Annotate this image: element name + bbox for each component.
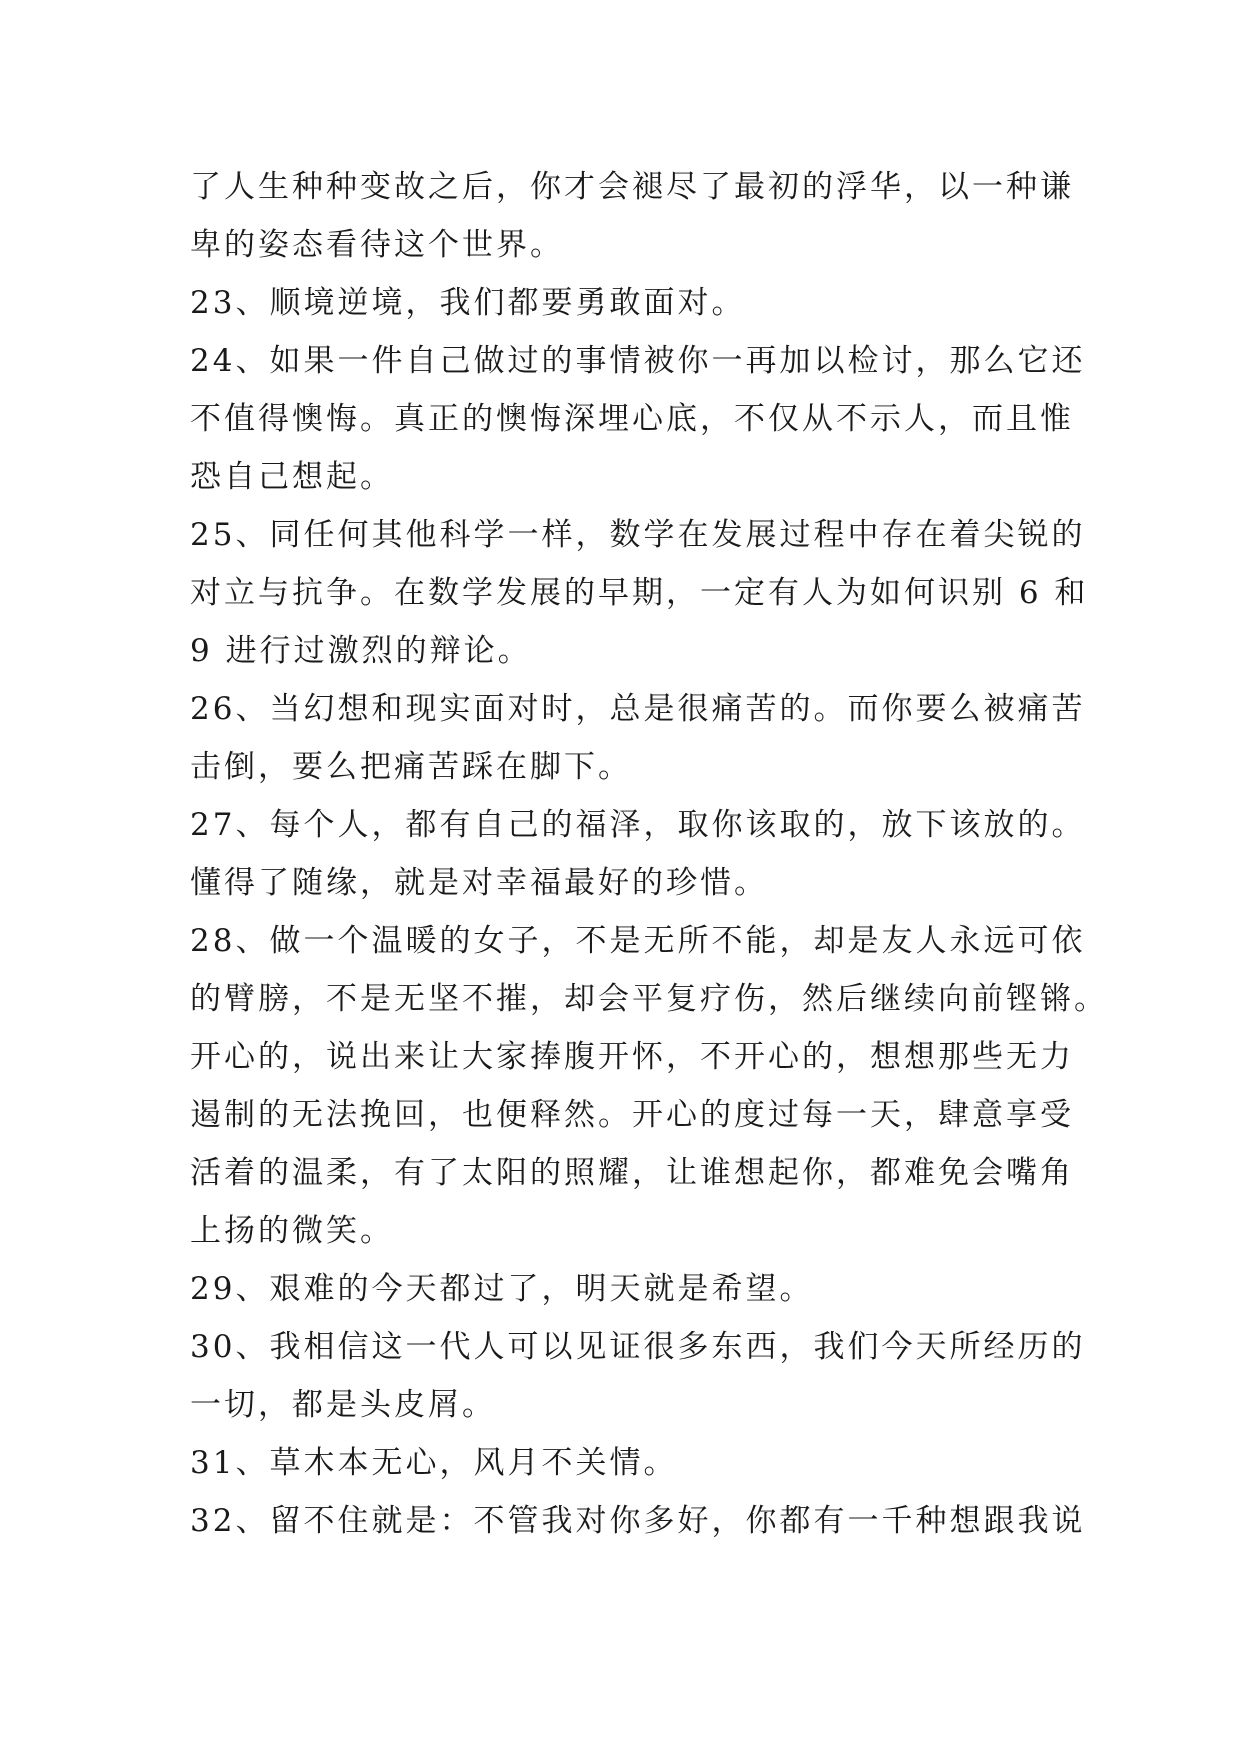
text-line: 28、做一个温暖的女子，不是无所不能，却是友人永远可依 [190, 923, 1086, 959]
text-line: 一切，都是头皮屑。 [190, 1387, 496, 1423]
text-line: 击倒，要么把痛苦踩在脚下。 [190, 749, 632, 785]
text-line: 的臂膀，不是无坚不摧，却会平复疗伤，然后继续向前铿锵。 [190, 981, 1108, 1017]
text-line: 开心的，说出来让大家捧腹开怀，不开心的，想想那些无力 [190, 1039, 1074, 1075]
document-body [190, 158, 1108, 1550]
text-line: 遏制的无法挽回，也便释然。开心的度过每一天，肆意享受 [190, 1097, 1074, 1133]
text-line: 恐自己想起。 [190, 459, 394, 495]
text-line: 27、每个人，都有自己的福泽，取你该取的，放下该放的。 [190, 807, 1086, 843]
text-line: 活着的温柔，有了太阳的照耀，让谁想起你，都难免会嘴角 [190, 1155, 1074, 1191]
text-line: 9 进行过激烈的辩论。 [190, 633, 532, 669]
text-line: 了人生种种变故之后，你才会褪尽了最初的浮华，以一种谦 [190, 169, 1074, 205]
text-line: 25、同任何其他科学一样，数学在发展过程中存在着尖锐的 [190, 517, 1086, 553]
text-line: 31、草木本无心，风月不关情。 [190, 1445, 678, 1481]
text-line: 30、我相信这一代人可以见证很多东西，我们今天所经历的 [190, 1329, 1086, 1365]
text-line: 26、当幻想和现实面对时，总是很痛苦的。而你要么被痛苦 [190, 691, 1086, 727]
text-line: 32、留不住就是：不管我对你多好，你都有一千种想跟我说 [190, 1503, 1086, 1539]
text-line: 23、顺境逆境，我们都要勇敢面对。 [190, 285, 746, 321]
text-line: 29、艰难的今天都过了，明天就是希望。 [190, 1271, 814, 1307]
text-line: 对立与抗争。在数学发展的早期，一定有人为如何识别 6 和 [190, 575, 1089, 611]
text-line: 卑的姿态看待这个世界。 [190, 227, 564, 263]
text-line: 懂得了随缘，就是对幸福最好的珍惜。 [190, 865, 768, 901]
text-line: 24、如果一件自己做过的事情被你一再加以检讨，那么它还 [190, 343, 1086, 379]
text-line: 不值得懊悔。真正的懊悔深埋心底，不仅从不示人，而且惟 [190, 401, 1074, 437]
text-line: 上扬的微笑。 [190, 1213, 394, 1249]
